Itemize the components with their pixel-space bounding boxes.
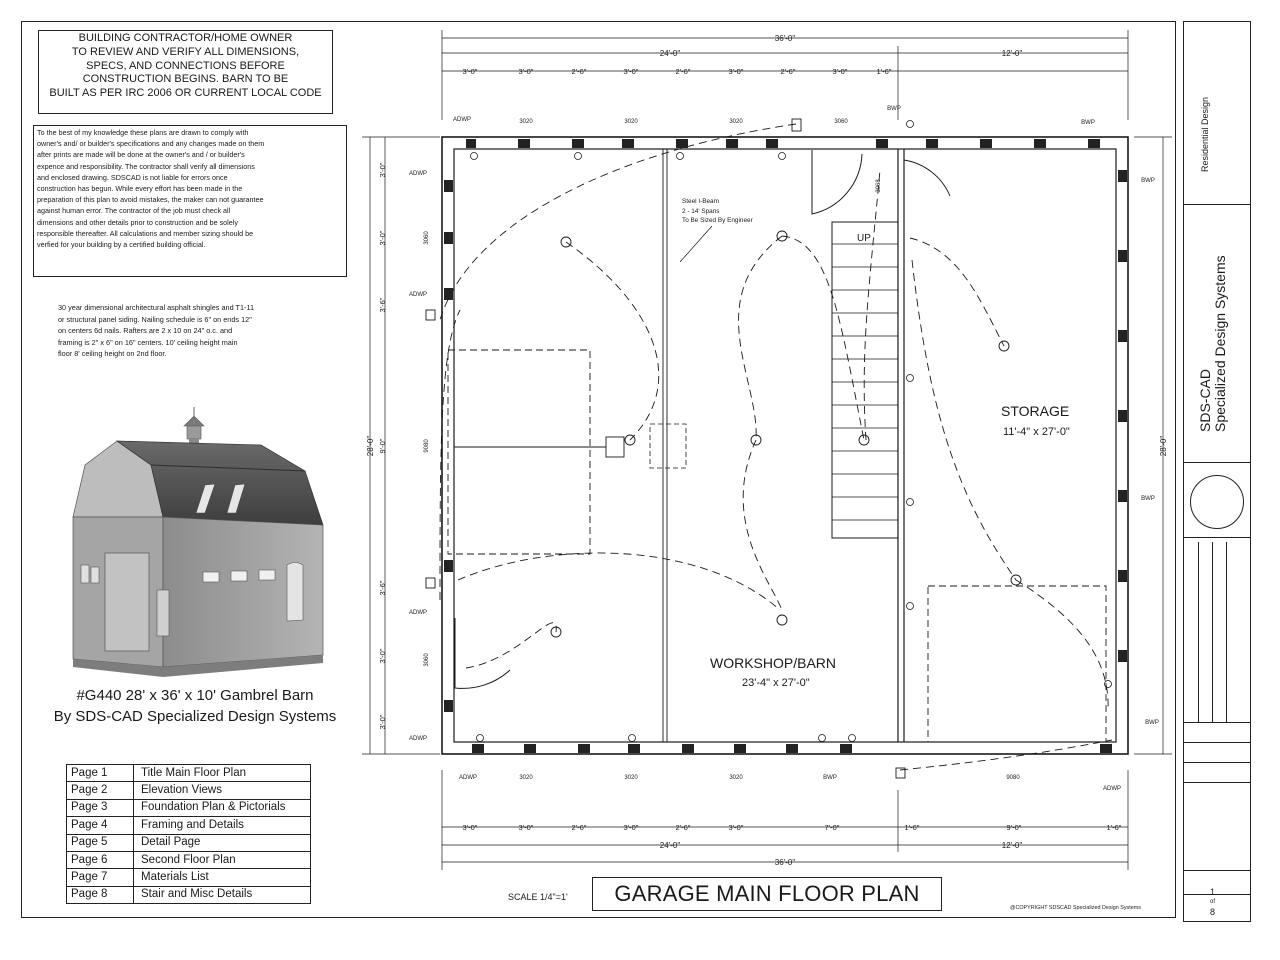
notice-line: CONSTRUCTION BEGINS. BARN TO BE xyxy=(82,73,289,86)
title-block-vrule xyxy=(1226,542,1227,722)
disclaimer-line: dimensions and other details prior to construction and be solely xyxy=(37,217,238,227)
disclaimer-line: against human error. The contractor of the job must check all xyxy=(37,206,231,216)
window-tag: BWP xyxy=(1141,178,1155,184)
beam-note-line: 2 - 14' Spans xyxy=(682,207,720,215)
table-row xyxy=(67,765,311,782)
title-block-divider xyxy=(1184,870,1250,871)
disclaimer-line: owner's and/ or builder's specifications and any changes made on them xyxy=(37,139,265,149)
disclaimer-line: To the best of my knowledge these plans are drawn to comply with xyxy=(37,128,249,137)
page-num: Page 1 xyxy=(67,765,134,782)
window-tag: 3060 xyxy=(424,653,430,667)
disclaimer-line: expence and responsibility. The contractor shall verify all dimensions xyxy=(37,161,255,171)
page-num: Page 8 xyxy=(67,886,134,903)
title-block-divider xyxy=(1184,722,1250,723)
title-block-divider xyxy=(1184,462,1250,463)
disclaimer-line: after prints are made will be done at the owner's and / or builder's xyxy=(37,150,245,160)
page-num: Page 2 xyxy=(67,782,134,799)
dim-top-seg: 2'-6" xyxy=(571,67,587,76)
contractor-notice xyxy=(38,30,333,114)
door-tag: 3068 xyxy=(876,179,882,193)
dim-left-overall: 28'-0" xyxy=(366,435,375,457)
table-row xyxy=(67,869,311,886)
window-tag: ADWP xyxy=(459,775,477,781)
dim-bottom-seg: 2'-6" xyxy=(675,823,691,832)
page-title: Materials List xyxy=(134,869,311,886)
title-block-divider xyxy=(1184,204,1250,205)
dim-top-seg: 3'-0" xyxy=(462,67,478,76)
page-title: Title Main Floor Plan xyxy=(134,765,311,782)
table-row xyxy=(67,834,311,851)
dim-bottom-seg: 9'-0" xyxy=(1006,823,1022,832)
dim-bottom-right: 12'-0" xyxy=(1001,841,1023,850)
page-title: Framing and Details xyxy=(134,817,311,834)
specs-line: framing is 2" x 6" on 16" centers. 10' ceiling height main xyxy=(58,337,238,347)
dim-left-seg: 3'-6" xyxy=(378,297,387,313)
notice-line: BUILDING CONTRACTOR/HOME OWNER xyxy=(78,32,293,44)
disclaimer-box xyxy=(33,125,347,277)
construction-specs xyxy=(58,302,348,360)
dim-left-seg: 9'-0" xyxy=(378,438,387,454)
page-num: Page 3 xyxy=(67,799,134,816)
title-block-divider xyxy=(1184,762,1250,763)
brand-line-1: SDS-CAD xyxy=(1197,368,1213,432)
room-dim-storage: 11'-4" x 27'-0" xyxy=(1003,426,1070,438)
disclaimer-line: construction has begun. While every effort has been made in the xyxy=(37,184,243,194)
model-title xyxy=(30,685,360,727)
window-tag: 3020 xyxy=(624,775,638,781)
model-line-2: By SDS-CAD Specialized Design Systems xyxy=(53,708,337,725)
dim-top-seg: 1'-6" xyxy=(876,67,892,76)
plan-title: GARAGE MAIN FLOOR PLAN xyxy=(592,877,942,911)
title-block xyxy=(1183,21,1251,922)
dim-top-seg: 3'-0" xyxy=(832,67,848,76)
dim-left-seg: 3'-0" xyxy=(378,162,387,178)
dim-left-seg: 3'-0" xyxy=(378,714,387,730)
beam-note xyxy=(682,197,753,226)
dim-left-seg: 3'-6" xyxy=(378,580,387,596)
window-tag: 3020 xyxy=(729,775,743,781)
window-tag: 3020 xyxy=(519,775,533,781)
window-tag: BWP xyxy=(823,775,837,781)
page-num: Page 4 xyxy=(67,817,134,834)
dim-bottom-seg: 2'-6" xyxy=(571,823,587,832)
table-row xyxy=(67,799,311,816)
window-tag: 3060 xyxy=(424,231,430,245)
dim-bottom-left: 24'-0" xyxy=(659,841,681,850)
brand-line-2: Specialized Design Systems xyxy=(1212,255,1228,432)
window-tag: 3060 xyxy=(834,119,848,125)
dim-top-left: 24'-0" xyxy=(659,49,681,58)
page-num: Page 6 xyxy=(67,851,134,868)
dim-top-right: 12'-0" xyxy=(1001,49,1023,58)
table-row xyxy=(67,886,311,903)
dim-bottom-seg: 1'-6" xyxy=(1106,823,1122,832)
page-num: Page 7 xyxy=(67,869,134,886)
title-block-divider xyxy=(1184,782,1250,783)
disclaimer-line: preparation of this plan to avoid mistakes, the maker can not guarantee xyxy=(37,195,264,205)
title-block-divider xyxy=(1184,894,1250,895)
logo-circle xyxy=(1190,475,1244,529)
dim-bottom-seg: 1'-6" xyxy=(904,823,920,832)
title-block-divider xyxy=(1184,537,1250,538)
dim-bottom-seg: 3'-0" xyxy=(462,823,478,832)
page-num: Page 5 xyxy=(67,834,134,851)
dim-top-seg: 2'-6" xyxy=(675,67,691,76)
specs-line: 30 year dimensional architectural asphalt shingles and T1-11 xyxy=(58,303,255,312)
window-tag: BWP xyxy=(887,106,901,112)
specs-line: floor 8' ceiling height on 2nd floor. xyxy=(58,349,167,359)
dim-left-seg: 3'-0" xyxy=(378,230,387,246)
page-title: Second Floor Plan xyxy=(134,851,311,868)
window-tag: 9080 xyxy=(1006,775,1020,781)
sheet-number xyxy=(1210,887,1215,917)
title-block-vrule xyxy=(1198,542,1199,722)
table-row xyxy=(67,782,311,799)
window-tag: BWP xyxy=(1081,120,1095,126)
disclaimer-line: verfied for your building by a certified building official. xyxy=(37,240,206,250)
window-tag: 3020 xyxy=(729,119,743,125)
window-tag: ADWP xyxy=(1103,786,1121,792)
window-tag: ADWP xyxy=(409,736,427,742)
stair-up-label: UP xyxy=(857,233,871,244)
sheet-of: of xyxy=(1210,899,1216,905)
table-row xyxy=(67,851,311,868)
window-tag: BWP xyxy=(1141,496,1155,502)
dim-bottom-seg: 7'-0" xyxy=(824,823,840,832)
page-title: Foundation Plan & Pictorials xyxy=(134,799,311,816)
copyright-note: @COPYRIGHT SDSCAD Specialized Design Systems xyxy=(1010,905,1141,911)
notice-line: SPECS, AND CONNECTIONS BEFORE xyxy=(86,59,285,72)
dim-top-seg: 2'-6" xyxy=(780,67,796,76)
page-title: Stair and Misc Details xyxy=(134,886,311,903)
disclaimer-line: responsible thereafter. All calculations and member sizing should be xyxy=(37,228,254,238)
specs-line: on centers 6d nails. Rafters are 2 x 10 on 24" o.c. and xyxy=(58,326,233,336)
room-dim-workshop: 23'-4" x 27'-0" xyxy=(742,677,810,689)
beam-note-line: Steel I-Beam xyxy=(682,198,719,205)
notice-line: TO REVIEW AND VERIFY ALL DIMENSIONS, xyxy=(71,45,300,58)
page-title: Detail Page xyxy=(134,834,311,851)
dim-top-seg: 3'-0" xyxy=(518,67,534,76)
dim-bottom-seg: 3'-0" xyxy=(623,823,639,832)
sheet-total: 8 xyxy=(1210,907,1216,917)
window-tag: ADWP xyxy=(409,610,427,616)
dim-top-seg: 3'-0" xyxy=(728,67,744,76)
title-block-vrule xyxy=(1212,542,1213,722)
dim-right-overall: 28'-0" xyxy=(1159,435,1168,457)
disclaimer-line: and enclosed drawing. SDSCAD is not liable for errors once xyxy=(37,172,228,182)
window-tag: ADWP xyxy=(453,117,471,123)
page-index-table xyxy=(66,764,311,904)
page-title: Elevation Views xyxy=(134,782,311,799)
scale-label: SCALE 1/4"=1' xyxy=(508,892,568,902)
table-row xyxy=(67,817,311,834)
barn-rendering xyxy=(55,405,345,687)
dim-top-seg: 3'-0" xyxy=(623,67,639,76)
dim-left-seg: 3'-0" xyxy=(378,648,387,664)
dim-top-overall: 36'-0" xyxy=(774,34,796,43)
window-tag: 9080 xyxy=(424,439,430,453)
window-tag: ADWP xyxy=(409,171,427,177)
room-label-storage: STORAGE xyxy=(1001,403,1070,419)
title-block-divider xyxy=(1184,742,1250,743)
sheet-page: 1 xyxy=(1210,887,1216,897)
company-label: Residential Design xyxy=(1200,96,1210,172)
model-line-1: #G440 28' x 36' x 10' Gambrel Barn xyxy=(76,687,314,704)
dim-bottom-seg: 3'-0" xyxy=(728,823,744,832)
specs-line: or structural panel siding. Nailing schedule is 6" on ends 12" xyxy=(58,314,252,324)
window-tag: 3020 xyxy=(624,119,638,125)
window-tag: ADWP xyxy=(409,292,427,298)
notice-line: BUILT AS PER IRC 2006 OR CURRENT LOCAL CODE xyxy=(49,87,322,100)
dim-bottom-overall: 36'-0" xyxy=(774,858,796,867)
window-tag: BWP xyxy=(1145,720,1159,726)
room-label-workshop: WORKSHOP/BARN xyxy=(710,655,837,671)
beam-note-line: To Be Sized By Engineer xyxy=(682,217,753,225)
window-tag: 3020 xyxy=(519,119,533,125)
dim-bottom-seg: 3'-0" xyxy=(518,823,534,832)
